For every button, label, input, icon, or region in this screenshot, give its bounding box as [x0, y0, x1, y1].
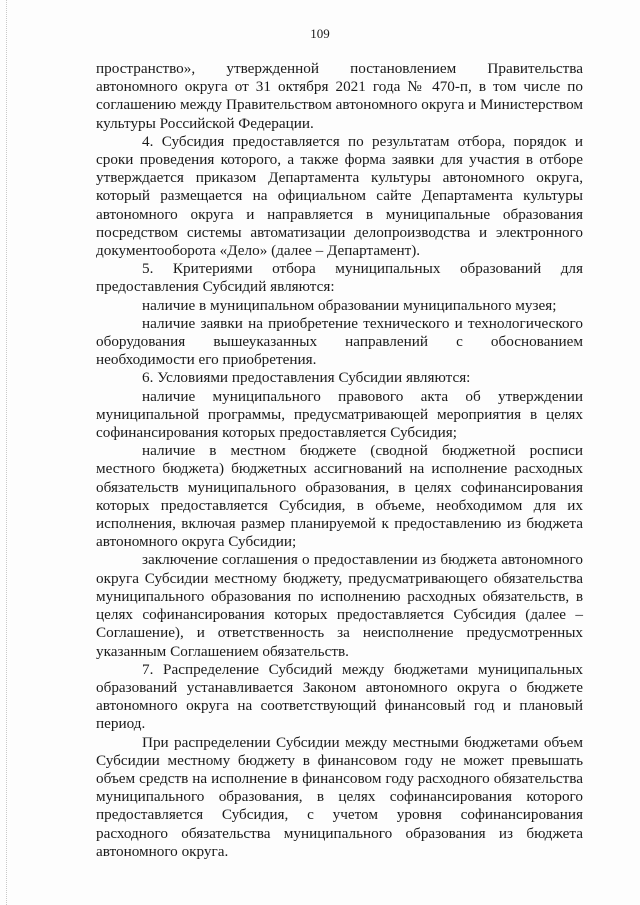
paragraph-criterion-application: наличие заявки на приобретение технического и технологического оборудования вышеуказанных направлений с обоснованием необходимости его приобретения.: [96, 314, 583, 369]
page-number: 109: [310, 26, 330, 41]
paragraph-criterion-museum: наличие в муниципальном образовании муниципального музея;: [142, 296, 557, 314]
document-body: [96, 60, 583, 861]
paragraph-condition-budget: наличие в местном бюджете (сводной бюджетной росписи местного бюджета) бюджетных ассигнований на исполнение расходных обязательств муниципального образования, в целях софинансирования которых предоставляется Субсидия, в объеме, необходимом для их исполнения, включая размер планируемой к предоставлению из бюджета автономного округа Субсидии;: [96, 442, 583, 551]
paragraph-item-4: 4. Субсидия предоставляется по результатам отбора, порядок и сроки проведения которого, а также форма заявки для участия в отборе утверждается приказом Департамента культуры автономного округа, который размещается на официальном сайте Департамента культуры автономного округа и направляется в муниципальные образования посредством системы автоматизации делопроизводства и электронного документооборота «Дело» (далее – Департамент).: [96, 132, 583, 260]
paragraph-item-7: 7. Распределение Субсидий между бюджетами муниципальных образований устанавливается Законом автономного округа о бюджете автономного округа на соответствующий финансовый год и плановый период.: [96, 660, 583, 733]
scan-edge: [6, 0, 8, 905]
paragraph-condition-agreement: заключение соглашения о предоставлении из бюджета автономного округа Субсидии местному бюджету, предусматривающего обязательства муниципального образования по исполнению расходных обязательств, в целях софинансирования которых предоставляется Субсидия (далее – Соглашение), и ответственность за неисполнение предусмотренных указанным Соглашением обязательств.: [96, 551, 583, 660]
paragraph-condition-legal-act: наличие муниципального правового акта об утверждении муниципальной программы, предусматривающей мероприятия в целях софинансирования которых предоставляется Субсидия;: [96, 387, 583, 442]
paragraph-distribution: При распределении Субсидии между местными бюджетами объем Субсидии местному бюджету в финансовом году не может превышать объем средств на исполнение в финансовом году расходного обязательства муниципального образования, в целях софинансирования которого предоставляется Субсидия, с учетом уровня софинансирования расходного обязательства муниципального образования из бюджета автономного округа.: [96, 733, 583, 860]
paragraph-item-6: 6. Условиями предоставления Субсидии являются:: [142, 369, 471, 387]
paragraph-continuation: пространство», утвержденной постановлением Правительства автономного округа от 31 октября 2021 года № 470-п, в том числе по соглашению между Правительством автономного округа и Министерством культуры Российской Федерации.: [96, 60, 583, 132]
paragraph-item-5: 5. Критериями отбора муниципальных образований для предоставления Субсидий являются:: [96, 260, 583, 296]
